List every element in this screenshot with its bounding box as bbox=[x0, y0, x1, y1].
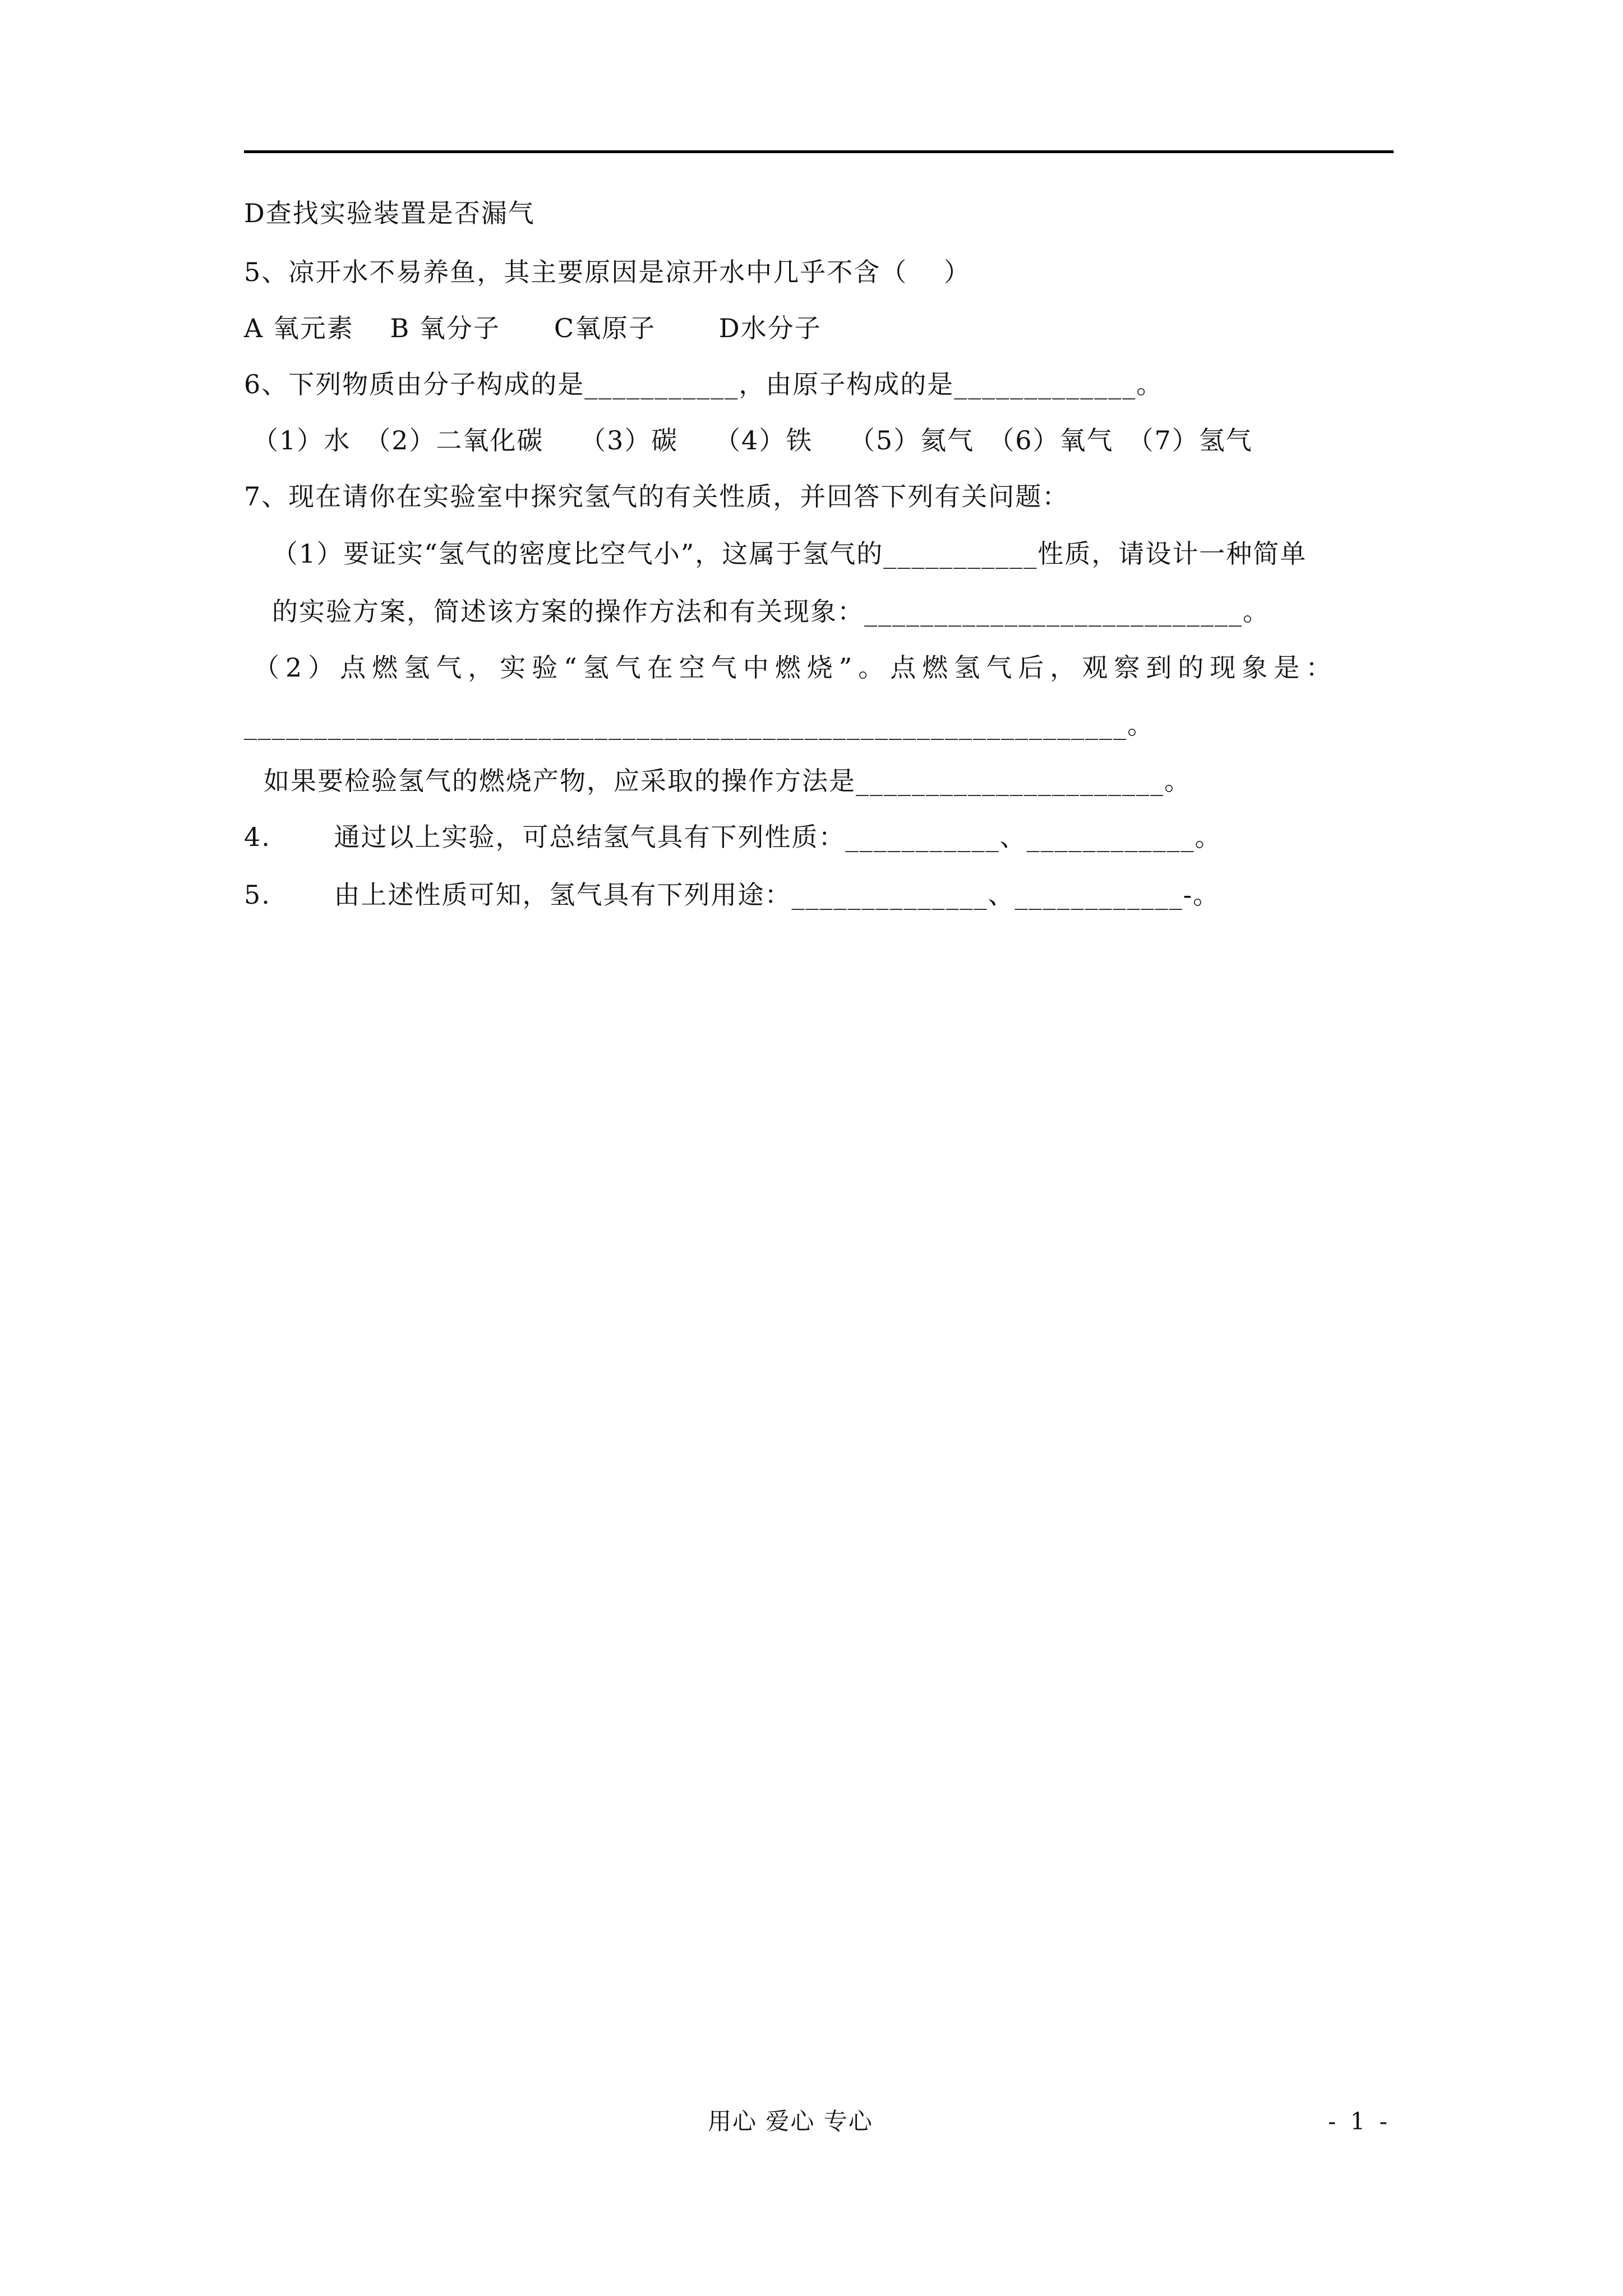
page-number: - 1 - bbox=[1328, 2108, 1391, 2135]
text-line-option-d: D查找实验装置是否漏气 bbox=[244, 198, 535, 228]
text-line-question-7-part-2: （2）点燃氢气，实验“氢气在空气中燃烧”。点燃氢气后，观察到的现象是： bbox=[253, 652, 1338, 683]
text-line-question-7-part-1-cont: 的实验方案，简述该方案的操作方法和有关现象：___________________________。 bbox=[272, 596, 1270, 627]
text-line-question-7: 7、现在请你在实验室中探究氢气的有关性质，并回答下列有关问题： bbox=[244, 481, 1069, 512]
text-line-item-5: 5. 由上述性质可知，氢气具有下列用途：______________、____________-。 bbox=[244, 880, 1220, 910]
text-line-answer-blank: _______________________________________________________________。 bbox=[244, 710, 1154, 740]
text-line-combustion-product: 如果要检验氢气的燃烧产物，应采取的操作方法是______________________。 bbox=[264, 766, 1191, 796]
text-line-question-6-items: （1）水 （2）二氧化碳 （3）碳 （4）铁 （5）氦气 （6）氧气 （7）氢气 bbox=[252, 425, 1253, 455]
header-rule bbox=[244, 150, 1394, 153]
text-line-question-7-part-1: （1）要证实“氢气的密度比空气小”，这属于氢气的___________性质，请设计一种简单 bbox=[272, 539, 1307, 569]
text-line-question-5-options: A 氧元素 B 氧分子 C氧原子 D水分子 bbox=[244, 313, 822, 343]
footer-slogan: 用心 爱心 专心 bbox=[708, 2108, 873, 2135]
text-line-question-5: 5、凉开水不易养鱼，其主要原因是凉开水中几乎不含（ ） bbox=[244, 257, 971, 287]
text-line-item-4: 4. 通过以上实验，可总结氢气具有下列性质：___________、____________。 bbox=[244, 822, 1222, 852]
text-line-question-6: 6、下列物质由分子构成的是___________，由原子构成的是_____________。 bbox=[244, 369, 1164, 399]
